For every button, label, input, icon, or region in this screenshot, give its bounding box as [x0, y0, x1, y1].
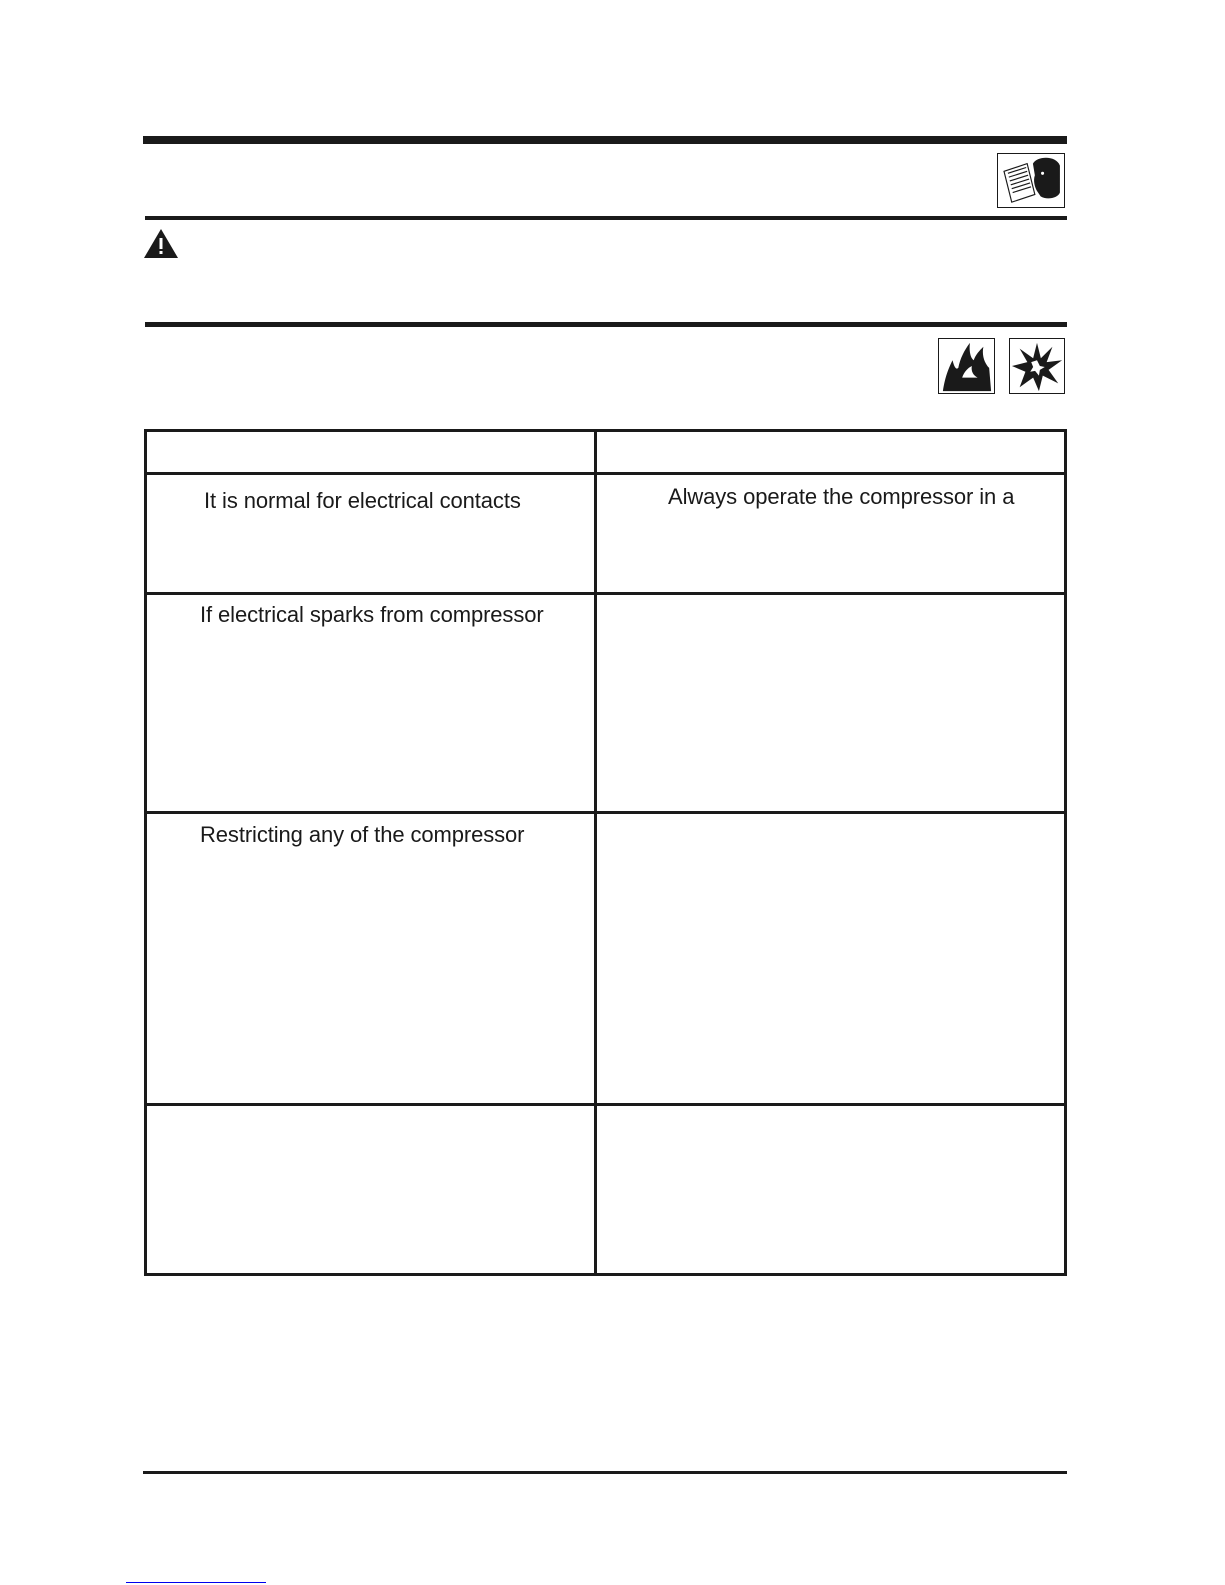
- header-top-rule: [143, 136, 1067, 144]
- table-row-divider: [147, 811, 1064, 814]
- table-header-divider: [147, 472, 1064, 475]
- explosion-icon: [1009, 338, 1065, 394]
- page-link[interactable]: [126, 1582, 266, 1583]
- header-bottom-rule: [145, 216, 1067, 220]
- section-rule: [145, 322, 1067, 327]
- table-cell-precaution: Always operate the compressor in a: [668, 484, 1015, 509]
- table-row-divider: [147, 1103, 1064, 1106]
- table-row-divider: [147, 592, 1064, 595]
- table-cell-hazard: Restricting any of the compressor: [200, 822, 525, 847]
- table-cell-hazard: If electrical sparks from compressor: [200, 602, 544, 627]
- fire-icon: [938, 338, 995, 394]
- read-manual-icon: [997, 153, 1065, 208]
- table-column-divider: [594, 432, 597, 1273]
- warning-triangle-icon: [143, 228, 179, 259]
- table-cell-hazard: It is normal for electrical contacts: [204, 488, 521, 513]
- footer-rule: [143, 1471, 1067, 1474]
- hazard-table: [144, 429, 1067, 1276]
